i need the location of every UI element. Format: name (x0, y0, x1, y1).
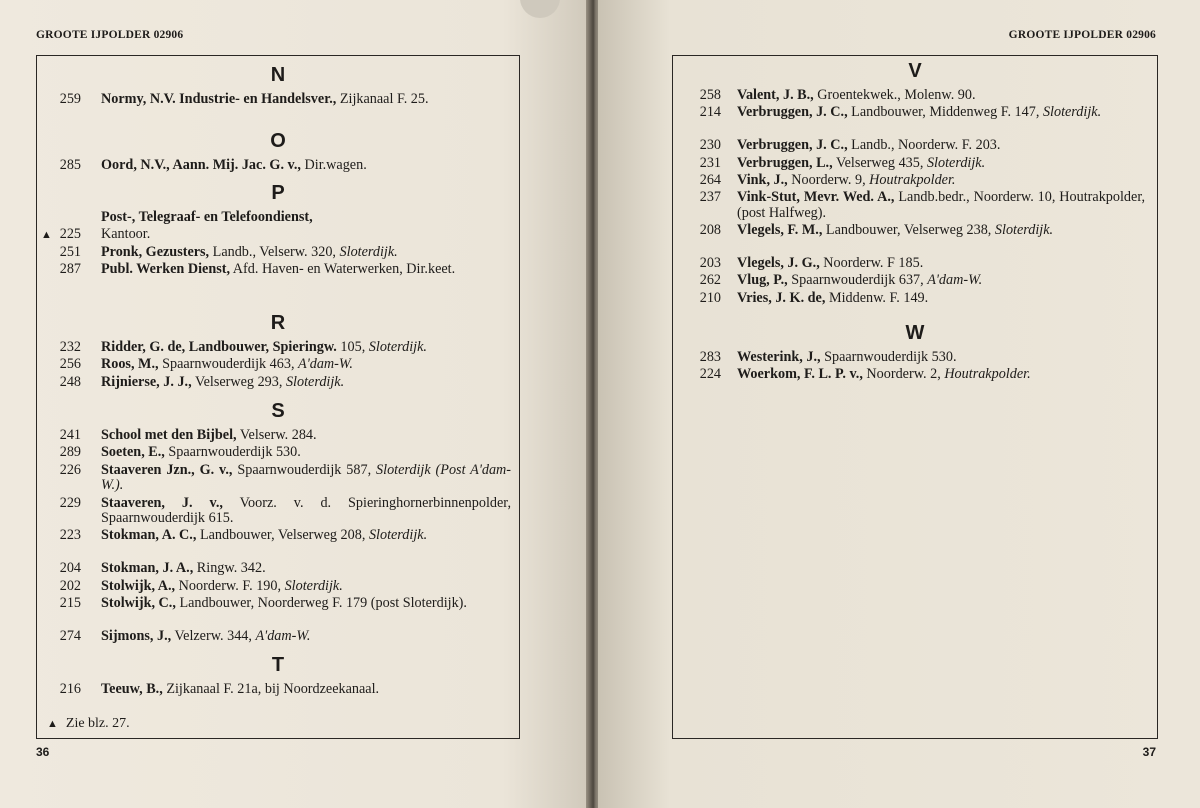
entry-name: Vink, J., (737, 172, 788, 188)
directory-entry (37, 158, 519, 173)
entry-text (737, 367, 1145, 382)
entry-details: Landb., Velserw. 320, (212, 243, 336, 260)
entry-locality: A'dam-W. (298, 356, 353, 373)
entry-number: 289 (59, 444, 81, 461)
directory-entry (37, 463, 519, 494)
entry-details: Landbouwer, Velserweg 208, (199, 527, 366, 544)
entry-text (101, 579, 511, 594)
entry-text (101, 629, 511, 644)
entry-name: Vlug, P., (737, 272, 788, 289)
directory-entry (673, 156, 1157, 171)
section-letter: T (271, 654, 285, 676)
entry-name: Oord, N.V., Aann. Mij. Jac. G. v., (101, 157, 301, 173)
entry-name: Teeuw, B., (101, 681, 163, 697)
section-letter: O (270, 130, 286, 152)
directory-entry (673, 138, 1157, 153)
left-directory-frame (36, 55, 520, 739)
entry-number: 285 (59, 157, 81, 173)
directory-entry (37, 428, 519, 443)
entry-name: Rijnierse, J. J., (101, 373, 192, 390)
entry-number: 259 (59, 91, 81, 107)
entry-name: Stolwijk, C., (101, 595, 176, 611)
entry-number: 215 (59, 595, 81, 611)
entry-name: Sijmons, J., (101, 627, 172, 644)
entry-locality: Sloterdijk. (368, 339, 427, 355)
entry-number: 210 (699, 289, 721, 306)
entry-details: Spaarnwouderdijk 530. (824, 349, 957, 365)
entry-number: 256 (59, 356, 81, 373)
directory-entry (37, 375, 519, 390)
entry-text (737, 138, 1145, 153)
entry-text (101, 357, 511, 372)
entry-name: Stolwijk, A., (101, 577, 176, 594)
entry-name: Roos, M., (101, 356, 159, 373)
entry-text (101, 445, 511, 460)
directory-entry (673, 105, 1157, 136)
entry-number: 248 (59, 373, 81, 390)
entry-locality: Sloterdijk. (1042, 104, 1102, 121)
entry-text (737, 256, 1145, 271)
entry-text (101, 496, 511, 527)
entry-details: Velzerw. 344, (174, 627, 252, 644)
entry-locality: Sloterdijk (Post A'dam-W.). (101, 461, 512, 494)
entry-text (737, 223, 1145, 238)
entry-name: Publ. Werken Dienst, (101, 261, 231, 278)
entry-text (101, 245, 511, 260)
directory-entry (673, 190, 1157, 221)
entry-locality: Sloterdijk. (994, 222, 1054, 239)
directory-entry (37, 596, 519, 627)
section-letter: S (271, 400, 285, 422)
entry-number: 229 (59, 494, 81, 511)
left-page (0, 0, 592, 808)
entry-number: 224 (699, 366, 721, 383)
section-letter: W (905, 322, 925, 344)
right-directory-frame (672, 55, 1158, 739)
entry-details: Landb.bedr., Noorderw. 10, Houtrakpolder, (post Halfweg). (737, 189, 1146, 221)
entry-number: 241 (59, 427, 81, 443)
directory-entry (37, 579, 519, 594)
entry-text (737, 190, 1145, 221)
directory-entry (37, 357, 519, 372)
directory-entry (37, 561, 519, 576)
entry-locality: Sloterdijk. (285, 373, 345, 390)
entry-text (101, 463, 511, 494)
entry-text (101, 158, 511, 173)
entry-locality: Houtrakpolder. (944, 366, 1031, 383)
directory-entry (37, 227, 519, 242)
entry-name: Vries, J. K. de, (737, 289, 826, 306)
entry-name: Verbruggen, L., (737, 154, 833, 171)
entry-name: Ridder, G. de, Landbouwer, Spieringw. (101, 339, 337, 355)
page-number-left: 36 (36, 745, 50, 759)
triangle-marker-icon: ▲ (47, 718, 58, 730)
section-letter: N (270, 64, 286, 86)
directory-entry (37, 496, 519, 527)
entry-text (737, 105, 1145, 120)
entry-name: Westerink, J., (737, 349, 821, 365)
entry-details: Kantoor. (101, 226, 151, 243)
entry-details: Velserw. 284. (239, 427, 317, 443)
right-page (598, 0, 1200, 808)
directory-entry (37, 682, 519, 697)
entry-name: Stokman, A. C., (101, 527, 197, 544)
entry-number: 208 (699, 222, 721, 239)
entry-number: 203 (699, 255, 721, 271)
footnote-text: Zie blz. 27. (65, 716, 130, 731)
section-letter: V (908, 60, 922, 82)
entry-name: Staaveren, J. v., (101, 494, 223, 511)
entry-number: 232 (59, 339, 81, 355)
directory-entry (37, 629, 519, 644)
entry-text (737, 291, 1145, 306)
page-number-right: 37 (1142, 745, 1156, 759)
entry-details: 105, (340, 339, 366, 355)
footnote (47, 716, 130, 732)
entry-name: Verbruggen, J. C., (737, 104, 848, 121)
entry-locality: Houtrakpolder. (869, 172, 956, 188)
entry-details: Noorderw. F. 190, (178, 577, 282, 594)
entry-number: 283 (699, 349, 721, 365)
entry-text (101, 375, 511, 390)
entry-text (737, 173, 1145, 188)
entry-number: 216 (59, 681, 81, 697)
entry-details: Noorderw. F 185. (823, 255, 924, 271)
entry-name: Valent, J. B., (737, 87, 814, 103)
section-letter: R (270, 312, 286, 334)
directory-entry (37, 262, 519, 293)
entry-details: Ringw. 342. (196, 560, 266, 577)
entry-number: 223 (59, 527, 81, 544)
directory-entry (673, 88, 1157, 103)
entry-details: Noorderw. 9, (791, 172, 866, 188)
entry-details: Spaarnwouderdijk 587, (237, 461, 372, 478)
entry-text (101, 596, 511, 611)
entry-text (737, 273, 1145, 288)
running-head-left: GROOTE IJPOLDER 02906 (36, 29, 184, 41)
directory-entry (673, 291, 1157, 306)
entry-details: Landbouwer, Middenweg F. 147, (851, 104, 1040, 121)
directory-entry (673, 367, 1157, 382)
directory-entry (673, 350, 1157, 365)
entry-text (101, 528, 511, 543)
entry-details: Velserweg 293, (194, 373, 283, 390)
entry-details: Spaarnwouderdijk 637, (791, 272, 924, 289)
entry-name: Normy, N.V. Industrie- en Handelsver., (101, 91, 337, 107)
directory-entry (37, 92, 519, 123)
entry-text (101, 92, 511, 107)
directory-entry (37, 445, 519, 460)
entry-number: 226 (59, 461, 81, 478)
entry-details: Middenw. F. 149. (828, 289, 929, 306)
entry-text (737, 156, 1145, 171)
entry-text (101, 227, 511, 242)
entry-number: 274 (59, 627, 81, 644)
entry-locality: A'dam-W. (255, 627, 311, 644)
entry-locality: Sloterdijk. (284, 577, 343, 594)
entry-text (101, 340, 511, 355)
directory-entry (673, 256, 1157, 271)
entry-details: Noorderw. 2, (866, 366, 941, 383)
entry-name: Vlegels, J. G., (737, 255, 820, 271)
directory-entry (673, 273, 1157, 288)
entry-name: Vink-Stut, Mevr. Wed. A., (737, 189, 895, 206)
entry-text (737, 350, 1145, 365)
entry-text (101, 428, 511, 443)
entry-name: Stokman, J. A., (101, 560, 194, 577)
directory-entry (37, 210, 519, 225)
entry-number: 251 (59, 243, 81, 260)
directory-entry (37, 528, 519, 559)
entry-name: Post-, Telegraaf- en Telefoondienst, (101, 209, 313, 225)
entry-locality: A'dam-W. (927, 272, 983, 289)
entry-details: Groentekwek., Molenw. 90. (817, 87, 976, 103)
entry-number: 231 (699, 154, 721, 171)
entry-details: Zijkanaal F. 25. (339, 91, 429, 107)
entry-text (101, 262, 511, 277)
entry-name: Woerkom, F. L. P. v., (737, 366, 863, 383)
section-letter: P (271, 182, 285, 204)
entry-details: Landb., Noorderw. F. 203. (851, 137, 1001, 154)
entry-details: Afd. Haven- en Waterwerken, Dir.keet. (232, 261, 456, 278)
entry-name: Soeten, E., (101, 444, 165, 461)
entry-details: Voorz. v. d. Spieringhornerbinnenpolder, Spaarnwouderdijk 615. (101, 494, 511, 526)
directory-entry (37, 245, 519, 260)
triangle-marker-icon: ▲ (41, 229, 52, 242)
entry-details: Zijkanaal F. 21a, bij Noordzeekanaal. (166, 681, 380, 697)
entry-locality: Sloterdijk. (368, 527, 428, 544)
entry-text (737, 88, 1145, 103)
entry-number: 258 (699, 87, 721, 103)
entry-details: Landbouwer, Noorderweg F. 179 (post Sloterdijk). (179, 595, 467, 611)
entry-number: 214 (699, 104, 721, 121)
entry-details: Spaarnwouderdijk 530. (168, 444, 301, 461)
entry-text (101, 682, 511, 697)
entry-name: Verbruggen, J. C., (737, 137, 848, 154)
entry-name: Pronk, Gezusters, (101, 243, 210, 260)
entry-text (101, 561, 511, 576)
running-head-right: GROOTE IJPOLDER 02906 (1008, 29, 1156, 41)
entry-text (101, 210, 511, 225)
entry-number: 264 (699, 172, 721, 188)
directory-entry (673, 223, 1157, 254)
entry-details: Spaarnwouderdijk 463, (162, 356, 295, 373)
entry-number: 237 (699, 189, 721, 206)
entry-name: Vlegels, F. M., (737, 222, 823, 239)
entry-locality: Sloterdijk. (339, 243, 398, 260)
entry-details: Dir.wagen. (304, 157, 367, 173)
directory-entry (673, 173, 1157, 188)
entry-number: 262 (699, 272, 721, 289)
entry-number: 202 (59, 577, 81, 594)
entry-number: 287 (59, 261, 81, 278)
entry-number: 230 (699, 137, 721, 154)
entry-name: Staaveren Jzn., G. v., (101, 461, 233, 478)
entry-number: 204 (59, 560, 81, 577)
entry-name: School met den Bijbel, (101, 427, 237, 443)
entry-details: Landbouwer, Velserweg 238, (825, 222, 992, 239)
entry-details: Velserweg 435, (835, 154, 924, 171)
entry-number: 225 (59, 226, 81, 243)
entry-locality: Sloterdijk. (926, 154, 986, 171)
directory-entry (37, 340, 519, 355)
